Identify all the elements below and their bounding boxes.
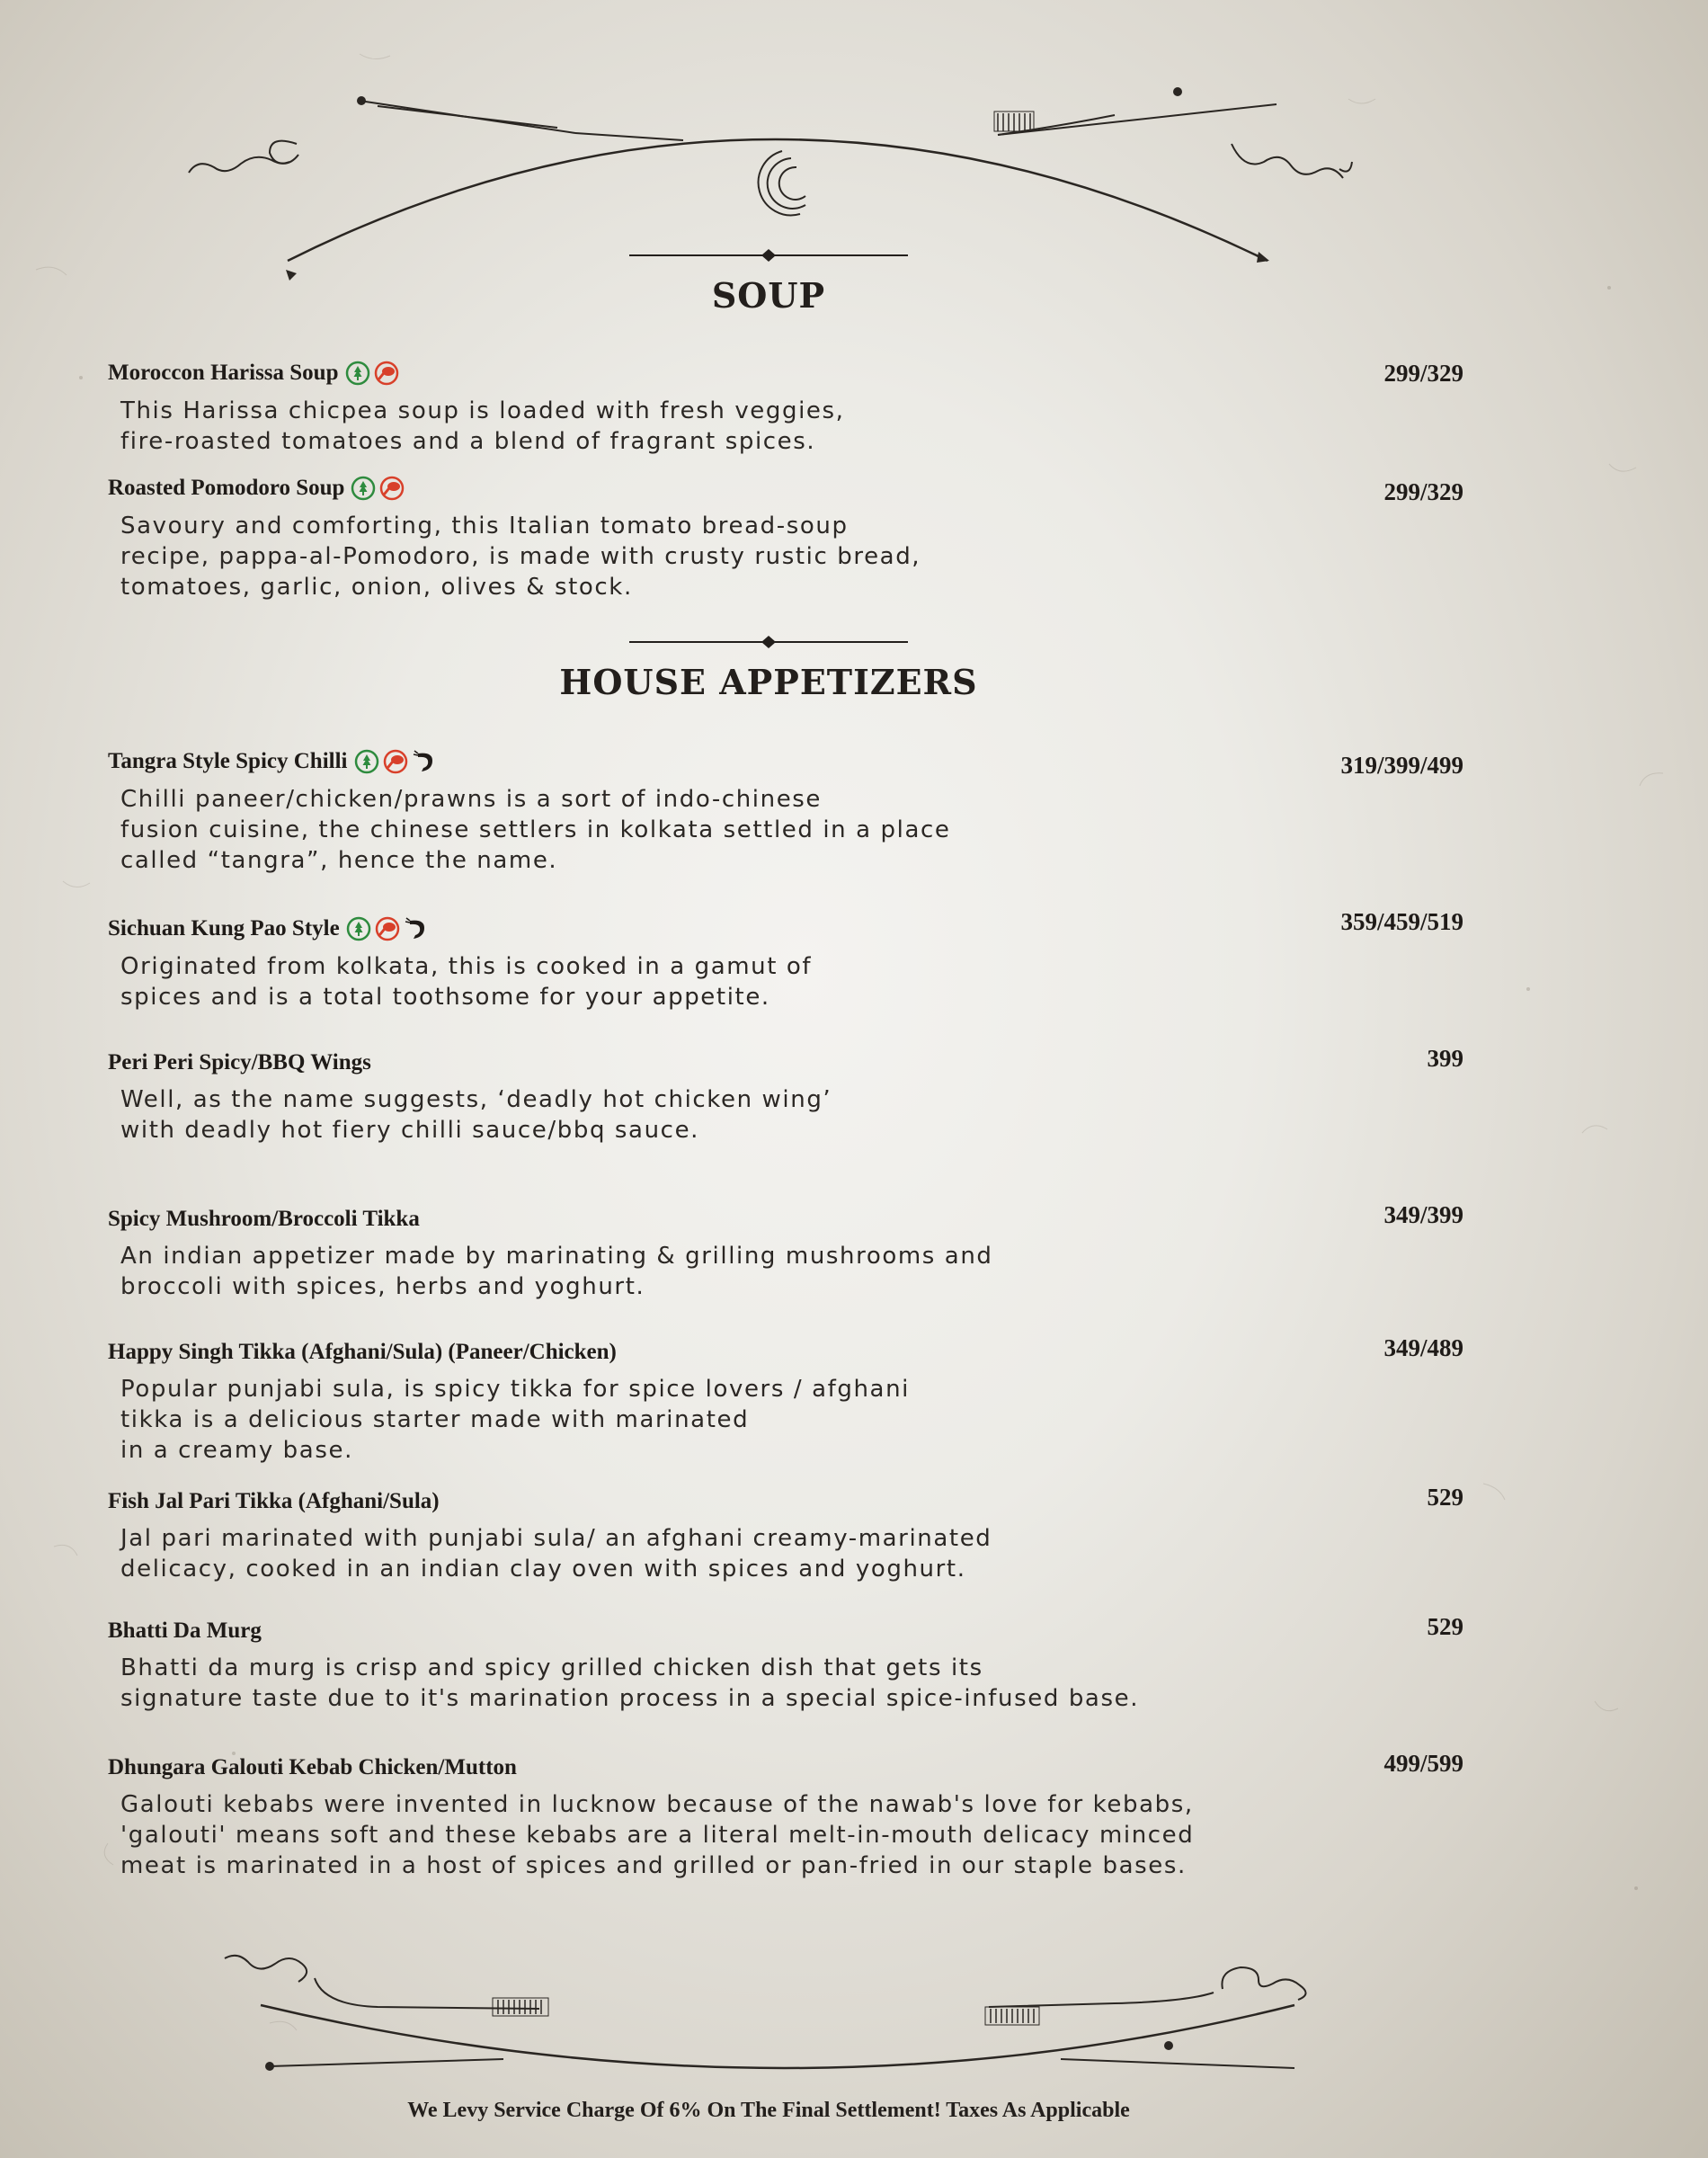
chicken-icon	[378, 475, 405, 502]
item-name: Tangra Style Spicy Chilli	[108, 749, 348, 773]
prawn-icon	[403, 915, 430, 942]
dietary-icons	[344, 360, 402, 387]
item-price: 529	[1427, 1613, 1463, 1640]
item-name: Moroccon Harissa Soup	[108, 361, 339, 385]
item-price: 299/329	[1383, 478, 1463, 505]
item-name: Dhungara Galouti Kebab Chicken/Mutton	[108, 1755, 517, 1779]
item-name: Happy Singh Tikka (Afghani/Sula) (Paneer/Chicken)	[108, 1340, 617, 1364]
dietary-icons	[353, 748, 440, 775]
item-name: Bhatti Da Murg	[108, 1618, 262, 1643]
section-divider	[629, 635, 908, 649]
chicken-icon	[374, 915, 401, 942]
item-price: 349/399	[1383, 1201, 1463, 1228]
item-description: An indian appetizer made by marinating & grilling mushrooms and broccoli with spices, herbs and yoghurt.	[120, 1243, 993, 1300]
dietary-icons	[350, 475, 407, 502]
item-description: Jal pari marinated with punjabi sula/ an afghani creamy-marinated delicacy, cooked in an indian clay oven with spices and yoghurt.	[120, 1525, 992, 1583]
item-description: Bhatti da murg is crisp and spicy grilled chicken dish that gets its signature taste due to it's marination process in a special spice-infused base.	[120, 1654, 1140, 1712]
chicken-icon	[373, 360, 400, 387]
section-title-soup: SOUP	[711, 275, 826, 316]
item-name: Fish Jal Pari Tikka (Afghani/Sula)	[108, 1489, 440, 1513]
item-description: Well, as the name suggests, ‘deadly hot chicken wing’ with deadly hot fiery chilli sauce/bbq sauce.	[120, 1086, 832, 1144]
item-price: 349/489	[1383, 1334, 1463, 1361]
item-description: Popular punjabi sula, is spicy tikka for spice lovers / afghani tikka is a delicious starter made with marinated in a creamy base.	[120, 1376, 910, 1464]
item-price: 299/329	[1383, 360, 1463, 387]
item-price: 529	[1427, 1484, 1463, 1511]
item-price: 399	[1427, 1045, 1463, 1072]
veg-icon	[344, 360, 371, 387]
prawn-icon	[411, 748, 438, 775]
veg-icon	[345, 915, 372, 942]
item-name: Sichuan Kung Pao Style	[108, 916, 340, 941]
section-title-house-appetizers: HOUSE APPETIZERS	[559, 662, 978, 702]
item-price: 499/599	[1383, 1750, 1463, 1777]
veg-icon	[353, 748, 380, 775]
item-description: Originated from kolkata, this is cooked in a gamut of spices and is a total toothsome for your appetite.	[120, 953, 813, 1011]
chicken-icon	[382, 748, 409, 775]
item-name: Spicy Mushroom/Broccoli Tikka	[108, 1207, 420, 1231]
item-description: Chilli paneer/chicken/prawns is a sort of indo-chinese fusion cuisine, the chinese settlers in kolkata settled in a place called “tangra”, hence the name.	[120, 786, 951, 874]
item-name: Roasted Pomodoro Soup	[108, 476, 345, 500]
item-price: 319/399/499	[1340, 752, 1463, 779]
item-price: 359/459/519	[1340, 908, 1463, 935]
dietary-icons	[345, 915, 431, 942]
item-description: Savoury and comforting, this Italian tomato bread-soup recipe, pappa-al-Pomodoro, is made with crusty rustic bread, tomatoes, garlic, onion, olives & stock.	[120, 513, 921, 601]
veg-icon	[350, 475, 377, 502]
item-description: This Harissa chicpea soup is loaded with fresh veggies, fire-roasted tomatoes and a blend of fragrant spices.	[120, 397, 845, 455]
section-divider	[629, 248, 908, 263]
service-charge-note: We Levy Service Charge Of 6% On The Final Settlement! Taxes As Applicable	[407, 2099, 1130, 2122]
item-description: Galouti kebabs were invented in lucknow because of the nawab's love for kebabs, 'galouti' means soft and these kebabs are a literal melt-in-mouth delicacy minced meat is marinated in a host of spices and grilled or pan-fried in our staple bases.	[120, 1791, 1195, 1879]
item-name: Peri Peri Spicy/BBQ Wings	[108, 1050, 371, 1075]
bottom-ornament	[0, 1933, 1708, 2113]
